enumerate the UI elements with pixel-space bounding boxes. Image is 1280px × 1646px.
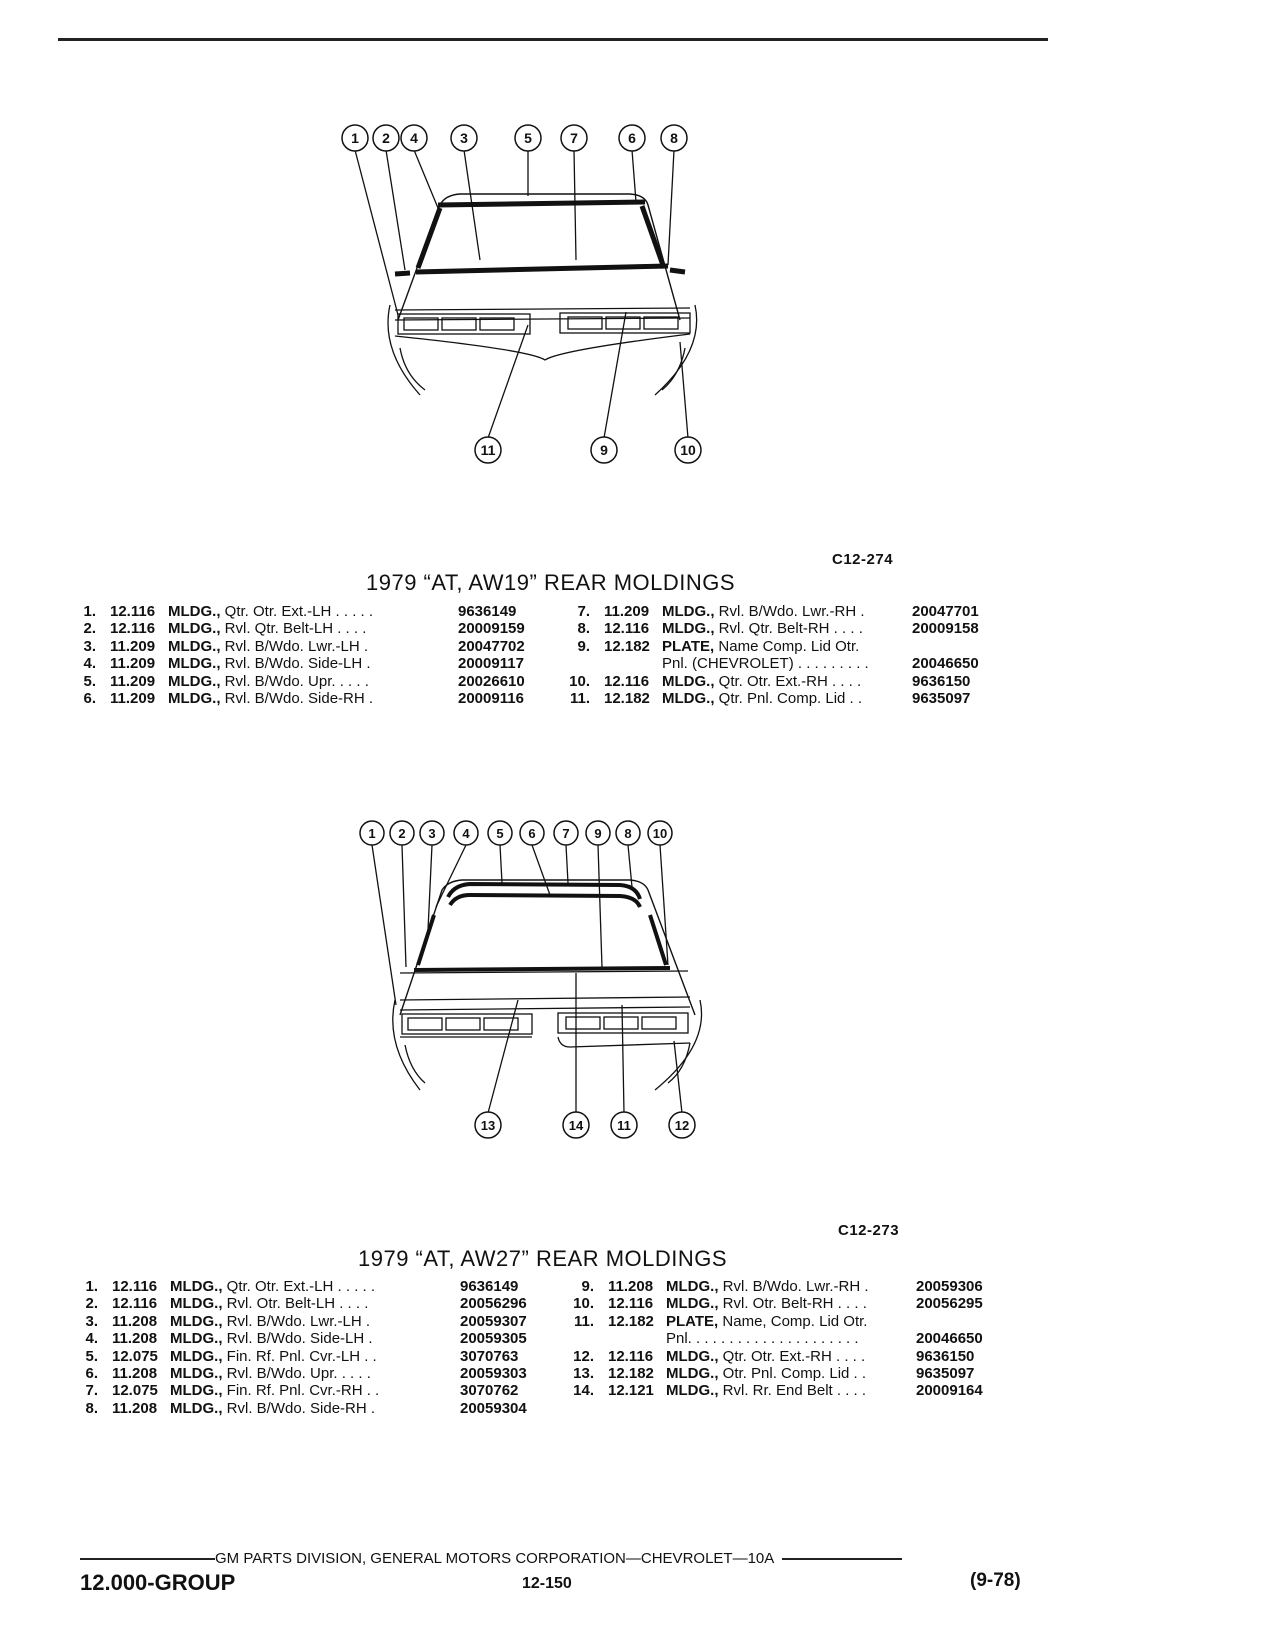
callout-12: 12: [674, 1118, 690, 1133]
list-item: 10. 12.116 MLDG., Qtr. Otr. Ext.-RH . . . . 9636150: [569, 672, 971, 690]
callout-9: 9: [594, 826, 602, 841]
figure1-parts-right: [562, 603, 979, 707]
list-item: 9. 12.182 PLATE, Name Comp. Lid Otr.: [577, 637, 860, 655]
list-item: 8. 12.116 MLDG., Rvl. Qtr. Belt-RH . . . . 20009158: [577, 620, 979, 638]
figure2-parts-right: [566, 1278, 983, 1400]
list-item: Pnl. . . . . . . . . . . . . . . . . . . . . 20046650: [666, 1330, 983, 1348]
callout-8: 8: [624, 826, 632, 841]
list-item: 1. 12.116 MLDG., Qtr. Otr. Ext.-LH . . . . . 9636149: [83, 603, 517, 620]
footer-rule-right: [782, 1558, 902, 1560]
list-item: Pnl. (CHEVROLET) . . . . . . . . . 20046650: [662, 655, 979, 673]
top-rule: [58, 38, 1048, 41]
list-item: 6. 11.209 MLDG., Rvl. B/Wdo. Side-RH . 20009116: [83, 689, 524, 707]
list-item: 10. 12.116 MLDG., Rvl. Otr. Belt-RH . . . . 20056295: [573, 1295, 983, 1313]
list-item: 11. 12.182 MLDG., Qtr. Pnl. Comp. Lid . . 9635097: [569, 689, 971, 707]
callout-2: 2: [382, 130, 390, 146]
callout-10: 10: [652, 826, 668, 841]
callout-7: 7: [562, 826, 570, 841]
callout-14: 14: [568, 1118, 584, 1133]
figure2-code: C12-273: [838, 1222, 900, 1239]
callout-11: 11: [480, 442, 496, 458]
footer-rule-left: [80, 1558, 215, 1560]
page-number: 12-150: [522, 1575, 572, 1592]
list-item: 1. 12.116 MLDG., Qtr. Otr. Ext.-LH . . . . . 9636149: [85, 1278, 519, 1295]
callout-11: 11: [617, 1118, 631, 1133]
callout-4: 4: [410, 130, 418, 146]
callout-6: 6: [528, 826, 536, 841]
list-item: 6. 11.208 MLDG., Rvl. B/Wdo. Upr. . . . . 20059303: [85, 1364, 527, 1382]
figure1-parts-left: [68, 603, 525, 707]
list-item: 4. 11.208 MLDG., Rvl. B/Wdo. Side-LH . 20059305: [85, 1330, 527, 1348]
list-item: 7. 11.209 MLDG., Rvl. B/Wdo. Lwr.-RH . 20047701: [577, 603, 979, 620]
footer-credit-line: [80, 1550, 902, 1567]
list-item: 7. 12.075 MLDG., Fin. Rf. Pnl. Cvr.-RH . . 3070762: [85, 1382, 519, 1400]
footer-group: 12.000-GROUP: [80, 1570, 236, 1595]
callout-2: 2: [398, 826, 406, 841]
list-item: 5. 11.209 MLDG., Rvl. B/Wdo. Upr. . . . . 20026610: [83, 672, 525, 690]
figure2-title: 1979 “AT, AW27” REAR MOLDINGS: [358, 1246, 728, 1271]
callout-7: 7: [570, 130, 578, 146]
callout-5: 5: [496, 826, 504, 841]
footer-credit: GM PARTS DIVISION, GENERAL MOTORS CORPORATION—CHEVROLET—10A: [215, 1550, 775, 1567]
list-item: 3. 11.209 MLDG., Rvl. B/Wdo. Lwr.-LH . 20047702: [83, 637, 525, 655]
figure1-code: C12-274: [832, 551, 894, 568]
figure1-diagram: [350, 120, 750, 500]
callout-4: 4: [462, 826, 470, 841]
callout-1: 1: [368, 826, 376, 841]
callout-6: 6: [628, 130, 636, 146]
callout-8: 8: [670, 130, 678, 146]
callout-1: 1: [351, 130, 359, 146]
list-item: 3. 11.208 MLDG., Rvl. B/Wdo. Lwr.-LH . 20059307: [85, 1312, 527, 1330]
figure2-parts-left: [70, 1278, 527, 1417]
list-item: 14. 12.121 MLDG., Rvl. Rr. End Belt . . . . 20009164: [573, 1382, 983, 1400]
callout-3: 3: [428, 826, 436, 841]
figure1-title: 1979 “AT, AW19” REAR MOLDINGS: [366, 570, 736, 595]
footer-date: (9-78): [970, 1570, 1021, 1591]
callout-10: 10: [680, 442, 696, 458]
callout-5: 5: [524, 130, 532, 146]
callout-3: 3: [460, 130, 468, 146]
list-item: 8. 11.208 MLDG., Rvl. B/Wdo. Side-RH . 20059304: [85, 1399, 527, 1417]
list-item: 2. 12.116 MLDG., Rvl. Otr. Belt-LH . . . . 20056296: [85, 1295, 527, 1313]
list-item: 12. 12.116 MLDG., Qtr. Otr. Ext.-RH . . . . 9636150: [573, 1347, 975, 1365]
callout-13: 13: [480, 1118, 496, 1133]
list-item: 9. 11.208 MLDG., Rvl. B/Wdo. Lwr.-RH . 20059306: [581, 1278, 983, 1295]
callout-9: 9: [600, 442, 608, 458]
list-item: 4. 11.209 MLDG., Rvl. B/Wdo. Side-LH . 20009117: [83, 655, 524, 673]
list-item: 11. 12.182 PLATE, Name, Comp. Lid Otr.: [573, 1312, 868, 1330]
list-item: 5. 12.075 MLDG., Fin. Rf. Pnl. Cvr.-LH . . 3070763: [85, 1347, 519, 1365]
list-item: 13. 12.182 MLDG., Otr. Pnl. Comp. Lid . . 9635097: [573, 1364, 975, 1382]
list-item: 2. 12.116 MLDG., Rvl. Qtr. Belt-LH . . . . 20009159: [83, 620, 525, 638]
figure2-diagram: [370, 815, 740, 1185]
